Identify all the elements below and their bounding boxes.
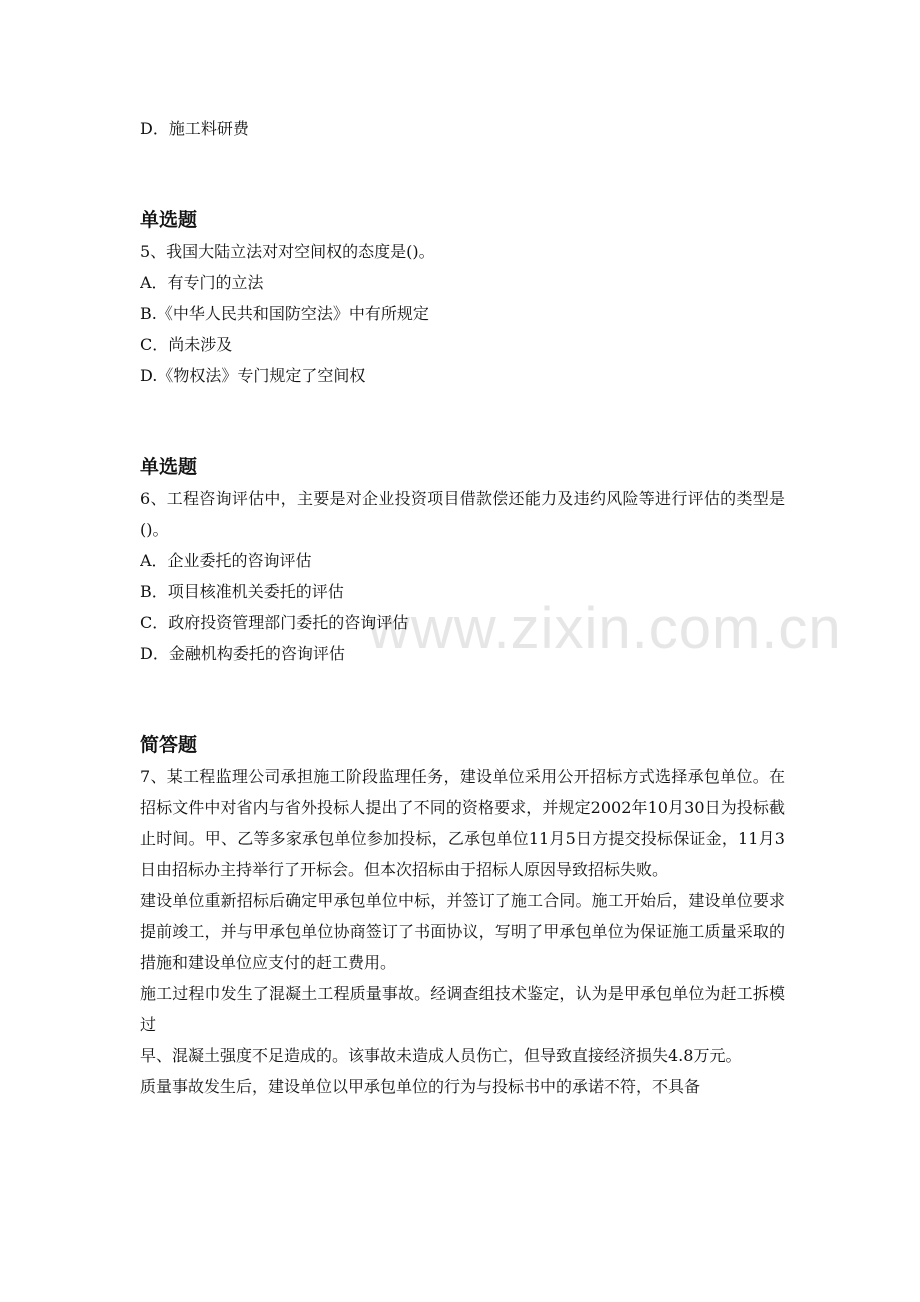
option-a: A．有专门的立法 [140, 273, 264, 292]
question-type-heading: 单选题 [140, 456, 198, 478]
watermark: www.zixin.com.cn [368, 596, 842, 661]
option-b: B．项目核准机关委托的评估 [140, 582, 344, 601]
question-stem: 5、我国大陆立法对对空间权的态度是()。 [140, 242, 435, 261]
option-a: A．企业委托的咨询评估 [140, 551, 312, 570]
option-b: B.《中华人民共和国防空法》中有所规定 [140, 304, 429, 323]
question-stem: 6、工程咨询评估中，主要是对企业投资项目借款偿还能力及违约风险等进行评估的类型是()。 [140, 489, 785, 539]
question-paragraph: 建设单位重新招标后确定甲承包单位中标，并签订了施工合同。施工开始后，建设单位要求提前竣工，并与甲承包单位协商签订了书面协议，写明了甲承包单位为保证施工质量采取的措施和建设单位应支付的赶工费用。 [140, 891, 785, 972]
question-paragraph: 7、某工程监理公司承担施工阶段监理任务，建设单位采用公开招标方式选择承包单位。在招标文件中对省内与省外投标人提出了不同的资格要求，并规定2002年10月30日为投标截止时间。甲、乙等多家承包单位参加投标，乙承包单位11月5日方提交投标保证金，11月3日由招标办主持举行了开标会。但本次招标由于招标人原因导致招标失败。 [140, 767, 785, 879]
document-page [140, 0, 785, 1102]
question-type-heading: 简答题 [140, 734, 198, 756]
question-type-heading: 单选题 [140, 209, 198, 231]
option-c: C．尚未涉及 [140, 335, 233, 354]
option-c: C．政府投资管理部门委托的咨询评估 [140, 613, 409, 632]
prev-question-option-d: D．施工料研费 [140, 119, 249, 138]
question-7 [140, 730, 785, 1102]
question-6 [140, 452, 785, 669]
question-paragraph: 施工过程巾发生了混凝土工程质量事故。经调查组技术鉴定，认为是甲承包单位为赶工拆模过 [140, 984, 785, 1034]
question-paragraph: 质量事故发生后，建设单位以甲承包单位的行为与投标书中的承诺不符，不具备 [140, 1077, 701, 1096]
question-5 [140, 205, 785, 391]
option-d: D．金融机构委托的咨询评估 [140, 644, 345, 663]
option-d: D.《物权法》专门规定了空间权 [140, 366, 366, 385]
question-paragraph: 早、混凝土强度不足造成的。该事故未造成人员伤亡，但导致直接经济损失4.8万元。 [140, 1046, 742, 1065]
